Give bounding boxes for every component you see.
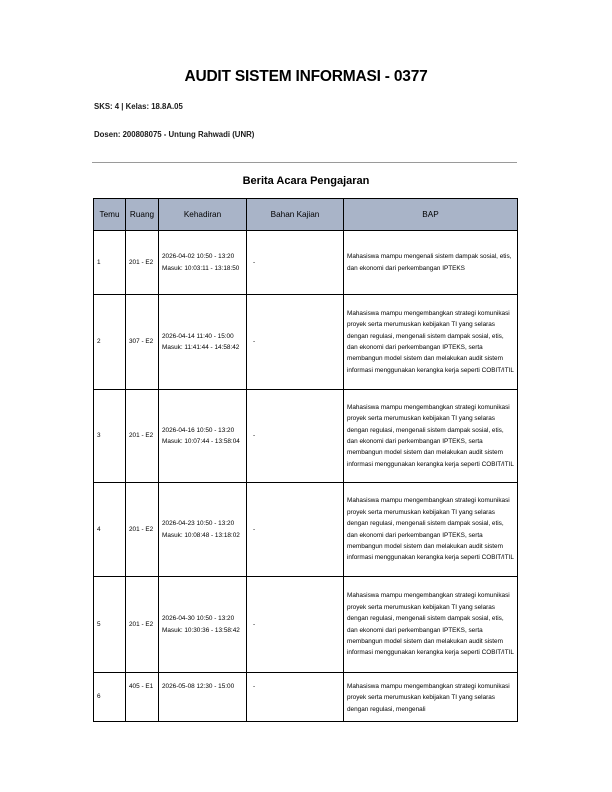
table-row: [94, 483, 518, 577]
header-kehadiran: Kehadiran: [159, 199, 247, 231]
header-ruang: Ruang: [126, 199, 159, 231]
cell-temu: 4: [94, 483, 126, 577]
cell-kehadiran: 2026-04-30 10:50 - 13:20 Masuk: 10:30:36 - 13:58:42: [159, 577, 247, 673]
cell-kehadiran: 2026-05-08 12:30 - 15:00: [159, 673, 247, 722]
cell-bap: Mahasiswa mampu mengembangkan strategi komunikasi proyek serta merumuskan kebijakan TI yang selaras dengan regulasi, mengenali sistem dampak sosial, etis, dan ekonomi dari perkembangan IPTEKS, serta membangun model sistem dan melakukan audit sistem informasi menggunakan kerangka kerja seperti COBIT/ITIL: [344, 577, 518, 673]
cell-bahan-kajian: -: [247, 673, 344, 722]
berita-acara-table: [93, 198, 518, 722]
header-temu: Temu: [94, 199, 126, 231]
section-title: Berita Acara Pengajaran: [242, 175, 370, 187]
cell-temu: 2: [94, 295, 126, 390]
header-bap: BAP: [344, 199, 518, 231]
cell-bap: Mahasiswa mampu mengembangkan strategi komunikasi proyek serta merumuskan kebijakan TI yang selaras dengan regulasi, mengenali sistem dampak sosial, etis, dan ekonomi dari perkembangan IPTEKS, serta membangun model sistem dan melakukan audit sistem informasi menggunakan kerangka kerja seperti COBIT/ITIL: [344, 390, 518, 483]
cell-temu: 5: [94, 577, 126, 673]
divider: [92, 162, 517, 163]
cell-ruang: 201 - E2: [126, 231, 159, 295]
table-row: [94, 390, 518, 483]
cell-bahan-kajian: -: [247, 483, 344, 577]
cell-ruang: 201 - E2: [126, 390, 159, 483]
dosen-line: Dosen: 200808075 - Untung Rahwadi (UNR): [94, 130, 255, 139]
cell-kehadiran: 2026-04-16 10:50 - 13:20 Masuk: 10:07:44 - 13:58:04: [159, 390, 247, 483]
table-row: [94, 295, 518, 390]
table-row: [94, 577, 518, 673]
cell-temu: 3: [94, 390, 126, 483]
cell-bap: Mahasiswa mampu mengenali sistem dampak sosial, etis, dan ekonomi dari perkembangan IPTEKS: [344, 231, 518, 295]
cell-bap: Mahasiswa mampu mengembangkan strategi komunikasi proyek serta merumuskan kebijakan TI yang selaras dengan regulasi, mengenali sistem dampak sosial, etis, dan ekonomi dari perkembangan IPTEKS, serta membangun model sistem dan melakukan audit sistem informasi menggunakan kerangka kerja seperti COBIT/ITIL: [344, 483, 518, 577]
cell-bahan-kajian: -: [247, 231, 344, 295]
cell-bahan-kajian: -: [247, 295, 344, 390]
cell-ruang: 405 - E1: [126, 673, 159, 722]
header-bahan-kajian: Bahan Kajian: [247, 199, 344, 231]
table-row: [94, 673, 518, 722]
cell-kehadiran: 2026-04-23 10:50 - 13:20 Masuk: 10:08:48 - 13:18:02: [159, 483, 247, 577]
cell-temu: 6: [94, 673, 126, 722]
cell-ruang: 307 - E2: [126, 295, 159, 390]
cell-bap: Mahasiswa mampu mengembangkan strategi komunikasi proyek serta merumuskan kebijakan TI yang selaras dengan regulasi, mengenali: [344, 673, 518, 722]
table-row: [94, 231, 518, 295]
cell-ruang: 201 - E2: [126, 483, 159, 577]
sks-kelas-line: SKS: 4 | Kelas: 18.8A.05: [94, 102, 183, 111]
cell-temu: 1: [94, 231, 126, 295]
cell-bahan-kajian: -: [247, 390, 344, 483]
cell-kehadiran: 2026-04-02 10:50 - 13:20 Masuk: 10:03:11 - 13:18:50: [159, 231, 247, 295]
cell-kehadiran: 2026-04-14 11:40 - 15:00 Masuk: 11:41:44 - 14:58:42: [159, 295, 247, 390]
cell-bap: Mahasiswa mampu mengembangkan strategi komunikasi proyek serta merumuskan kebijakan TI yang selaras dengan regulasi, mengenali sistem dampak sosial, etis, dan ekonomi dari perkembangan IPTEKS, serta membangun model sistem dan melakukan audit sistem informasi menggunakan kerangka kerja seperti COBIT/ITIL: [344, 295, 518, 390]
cell-ruang: 201 - E2: [126, 577, 159, 673]
table-header-row: [94, 199, 518, 231]
document-title: AUDIT SISTEM INFORMASI - 0377: [184, 68, 428, 85]
cell-bahan-kajian: -: [247, 577, 344, 673]
